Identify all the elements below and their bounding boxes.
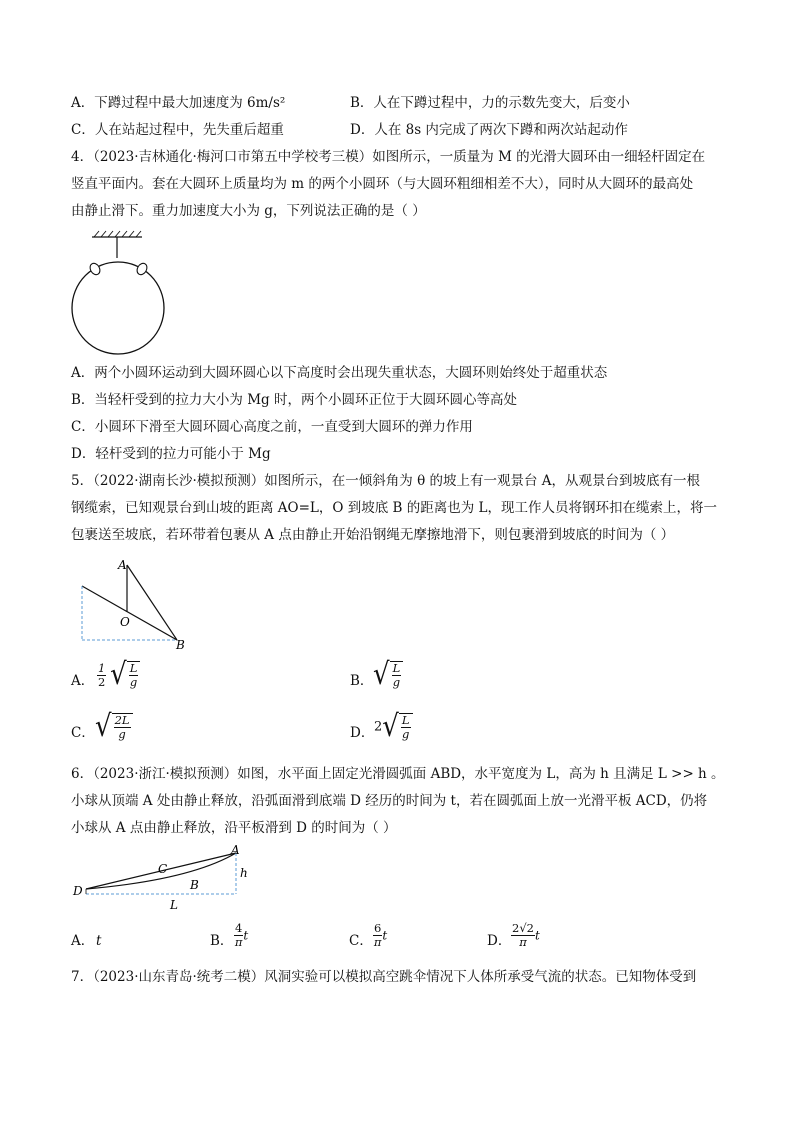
q5-c-rad-num: 2L [114,713,130,727]
q5-stem-line-1: 5．（2022·湖南长沙·模拟预测）如图所示，在一倾斜角为 θ 的坡上有一观景台 A，从观景台到坡底有一根 [71,473,701,489]
q6-label-b: B [190,878,199,892]
q6-d-t: t [534,928,540,943]
q3-option-d: D．人在 8s 内完成了两次下蹲和两次站起动作 [350,122,628,138]
q5-stem-line-2: 钢缆索，已知观景台到山坡的距离 AO=L，O 到坡底 B 的距离也为 L，现工作人员将钢环扣在缆索上，将一 [71,500,718,516]
q6-c-t: t [382,928,388,943]
q5-option-d-formula: 2 √ $\frac{L}{g}$ [374,713,413,741]
q5-option-a-formula: $\frac{1}{2}$ √ $\frac{L}{g}$ [97,661,140,689]
q4-option-d: D．轻杆受到的拉力可能小于 Mg [71,446,271,462]
q5-option-c-formula: √ $\frac{2L}{g}$ [95,713,133,741]
q5-c-rad-den: g [118,727,126,741]
q6-option-a-value: t [96,933,102,949]
q5-label-o: O [120,615,130,629]
q4-stem-line-1: 4．（2023·吉林通化·梅河口市第五中学校考三模）如图所示，一质量为 M 的光滑大圆环由一细轻杆固定在 [71,149,706,165]
q6-label-a: A [231,843,240,857]
q5-a-rad-den: g [129,675,138,689]
q5-a-coef-num: 1 [98,660,106,675]
q6-stem-line-2: 小球从顶端 A 处由静止释放，沿弧面滑到底端 D 经历的时间为 t，若在圆弧面上放一光滑平板 ACD，仍将 [71,793,708,809]
q6-option-d-label: D． [487,933,512,949]
q5-label-a: A [118,558,127,572]
q4-stem-line-2: 竖直平面内。套在大圆环上质量均为 m 的两个小圆环（与大圆环粗细相差不大），同时从大圆环的最高处 [71,176,694,192]
q5-d-rad-num: L [401,713,410,727]
q5-option-a-label: A． [71,673,95,689]
q5-a-coef-den: 2 [98,674,106,689]
q5-d-rad-den: g [401,727,410,741]
q4-stem-line-3: 由静止滑下。重力加速度大小为 g，下列说法正确的是（ ） [71,203,426,219]
q5-option-d-label: D． [350,725,375,741]
q6-b-den: π [234,935,243,949]
q6-label-c: C [158,862,168,876]
q5-b-rad-num: L [392,661,401,675]
q5-stem-line-3: 包裹送至坡底，若环带着包裹从 A 点由静止开始沿钢绳无摩擦地滑下，则包裹滑到坡底的时间为（ ） [71,527,675,543]
q5-slope-figure [74,553,194,653]
q4-option-c: C．小圆环下滑至大圆环圆心高度之前，一直受到大圆环的弹力作用 [71,419,473,435]
q6-arc-figure [70,842,260,914]
q5-option-b-label: B． [350,673,374,689]
q6-d-num: 2√2 [512,921,534,935]
q6-stem-line-3: 小球从 A 点由静止释放，沿平板滑到 D 的时间为（ ） [71,820,397,836]
q6-label-d: D [73,884,83,898]
q7-stem-line-1: 7．（2023·山东青岛·统考二模）风洞实验可以模拟高空跳伞情况下人体所承受气流的状态。已知物体受到 [71,969,697,985]
q6-option-b-formula [234,922,248,949]
q6-stem-line-1: 6．（2023·浙江·模拟预测）如图，水平面上固定光滑圆弧面 ABD，水平宽度为 L，高为 h 且满足 L >> h 。 [71,766,725,782]
q5-a-rad-num: L [129,661,138,675]
q5-label-b: B [176,638,185,652]
q5-b-rad-den: g [392,675,401,689]
q6-label-l: L [170,898,178,912]
q6-b-t: t [243,928,249,943]
q6-label-h: h [240,866,248,880]
q5-d-coef: 2 [374,719,383,735]
q6-option-d-formula [511,922,540,949]
q4-option-b: B．当轻杆受到的拉力大小为 Mg 时，两个小圆环正位于大圆环圆心等高处 [71,392,517,408]
q6-c-den: π [373,935,382,949]
q5-option-c-label: C． [71,725,95,741]
q4-ring-figure [70,228,180,358]
q3-option-a: A．下蹲过程中最大加速度为 6m/s² [71,95,286,111]
q6-c-num: 6 [374,921,382,935]
q3-option-c: C．人在站起过程中，先失重后超重 [71,122,284,138]
q3-option-b: B．人在下蹲过程中，力的示数先变大，后变小 [350,95,630,111]
q6-d-den: π [519,935,527,949]
q6-option-c-formula [373,922,387,949]
q6-option-b-label: B． [210,933,234,949]
q6-option-a-label: A． [71,933,95,949]
q4-option-a: A．两个小圆环运动到大圆环圆心以下高度时会出现失重状态，大圆环则始终处于超重状态 [71,365,608,381]
q6-option-c-label: C． [349,933,373,949]
q6-b-num: 4 [235,921,243,935]
q5-option-b-formula: √ $\frac{L}{g}$ [373,661,403,689]
